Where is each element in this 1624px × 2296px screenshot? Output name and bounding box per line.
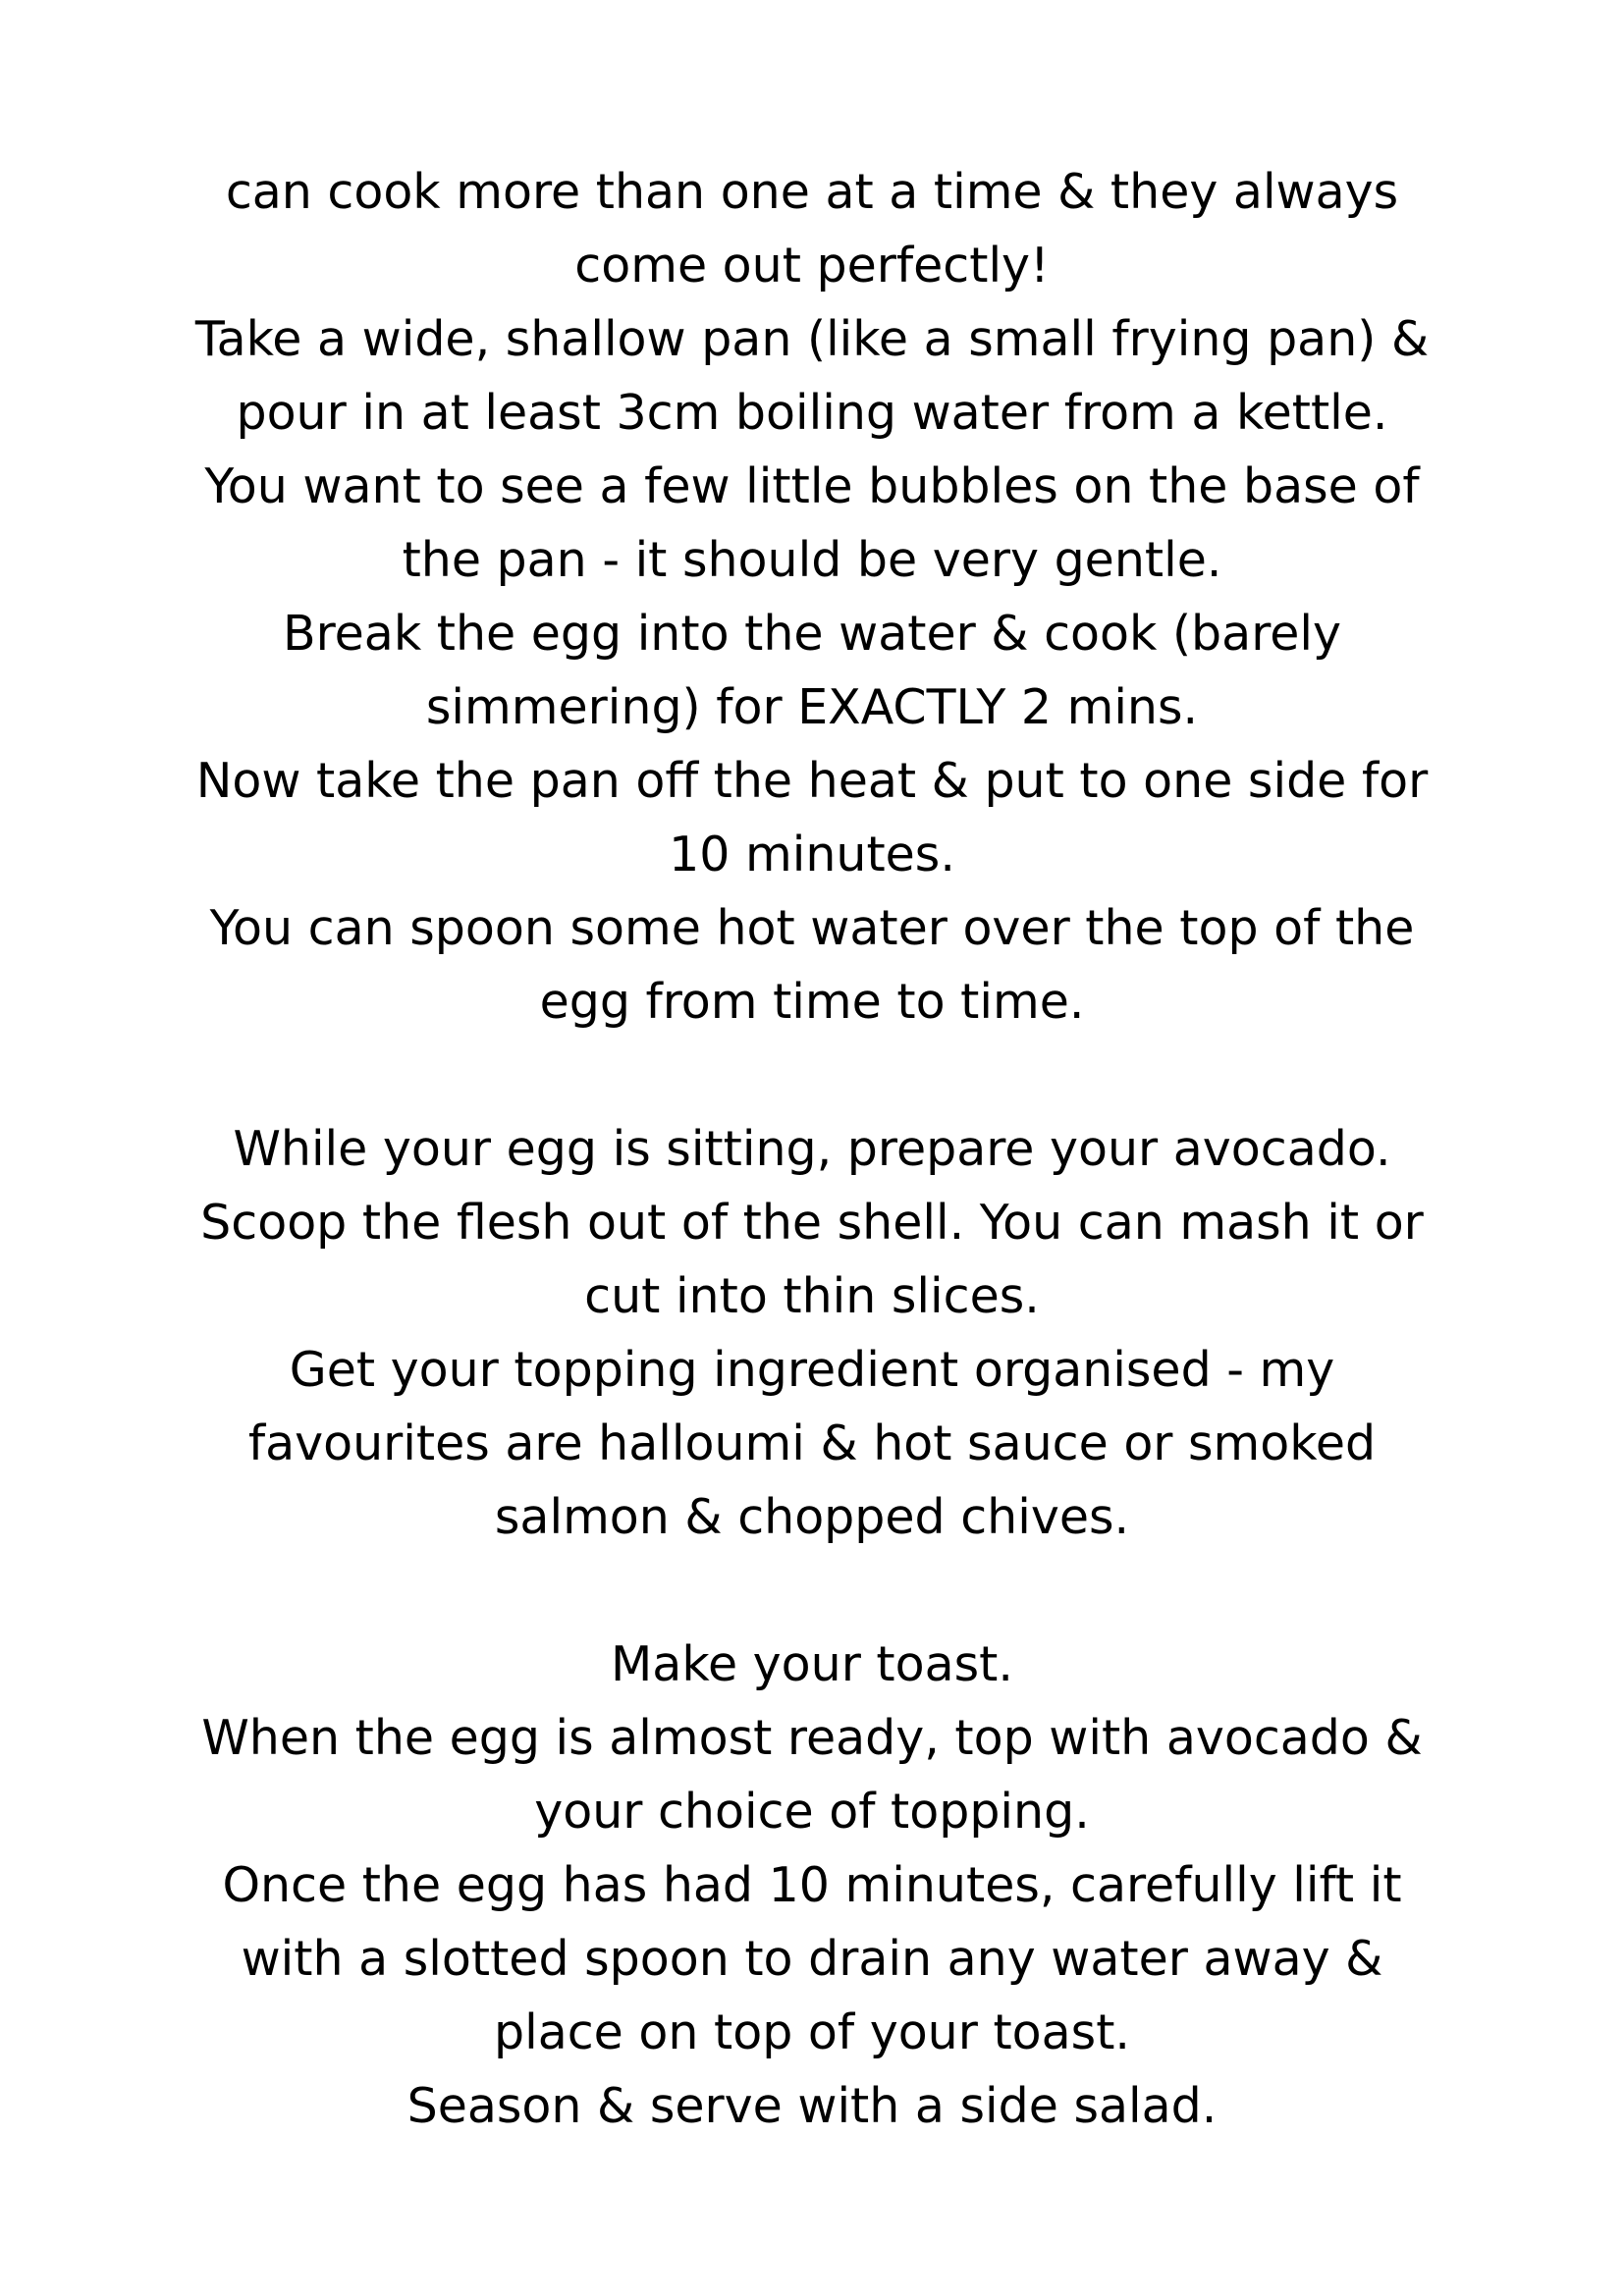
text-line: While your egg is sitting, prepare your avocado. [233, 1121, 1391, 1177]
text-line: cut into thin slices. [584, 1268, 1040, 1324]
text-line: You want to see a few little bubbles on the base of [204, 458, 1420, 514]
text-line: salmon & chopped chives. [494, 1489, 1130, 1545]
text-line: Scoop the flesh out of the shell. You can mash it or [200, 1195, 1424, 1251]
paragraph-poaching [137, 155, 1487, 1039]
text-line: Make your toast. [611, 1636, 1013, 1692]
text-line: Break the egg into the water & cook (barely [282, 606, 1342, 662]
text-line: Take a wide, shallow pan (like a small frying pan) & [194, 311, 1430, 367]
text-line: Now take the pan off the heat & put to one side for [195, 753, 1429, 809]
text-line: Season & serve with a side salad. [406, 2078, 1218, 2134]
text-line: with a slotted spoon to drain any water away & [241, 1931, 1383, 1987]
text-line: place on top of your toast. [494, 2004, 1130, 2060]
text-line: When the egg is almost ready, top with avocado & [201, 1710, 1423, 1766]
text-line: You can spoon some hot water over the top of the [209, 900, 1415, 956]
paragraph-gap [137, 1039, 1487, 1112]
text-line: simmering) for EXACTLY 2 mins. [425, 679, 1199, 735]
text-line: Get your topping ingredient organised - my [289, 1342, 1335, 1398]
recipe-method-text [137, 155, 1487, 2143]
text-line: 10 minutes. [669, 827, 955, 882]
text-line: can cook more than one at a time & they always [225, 164, 1399, 220]
text-line: come out perfectly! [574, 238, 1050, 294]
paragraph-gap [137, 1554, 1487, 1628]
paragraph-avocado [137, 1112, 1487, 1554]
text-line: your choice of topping. [534, 1784, 1090, 1840]
text-line: the pan - it should be very gentle. [402, 532, 1222, 588]
text-line: Once the egg has had 10 minutes, carefully lift it [222, 1857, 1402, 1913]
paragraph-serving [137, 1628, 1487, 2143]
text-line: favourites are halloumi & hot sauce or smoked [247, 1415, 1377, 1471]
text-line: pour in at least 3cm boiling water from a kettle. [236, 385, 1388, 441]
text-line: egg from time to time. [539, 974, 1085, 1030]
